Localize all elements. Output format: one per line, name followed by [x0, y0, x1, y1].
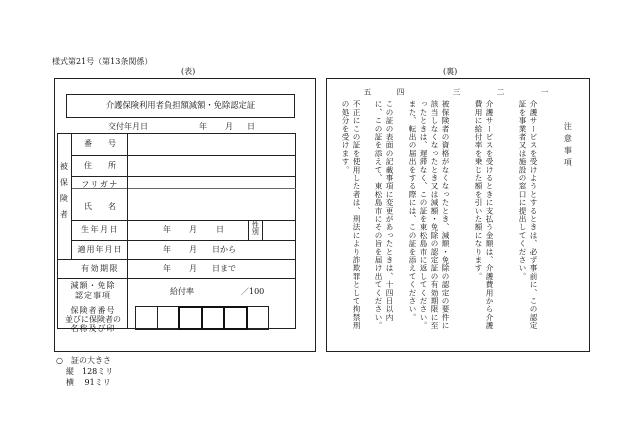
label-birth-date: 生年月日	[81, 225, 119, 234]
valid-year-unit: 年	[163, 264, 171, 273]
insured-label: 被保険者	[59, 162, 69, 226]
sex-label: 性別	[251, 221, 260, 235]
form-number: 様式第21号（第13条関係）	[52, 57, 153, 66]
certificate-title: 介護保険利用者負担額減額・免除認定証	[105, 100, 256, 110]
issue-year-unit: 年	[199, 122, 207, 131]
reduction-label-line1: 減額・免除	[70, 281, 116, 290]
insurer-digit-box	[203, 306, 226, 330]
insurer-digit-box	[135, 306, 157, 330]
issue-day-unit: 日	[247, 122, 255, 131]
note-3-number: 三	[452, 88, 461, 97]
note-4-text: この証の表面の記載事項に変更があったときは、十四日以内に、この証を添えて、東松島市にその旨を届け出てください。	[374, 100, 394, 330]
apply-month-unit: 月	[189, 245, 197, 254]
insurer-label-line2: 並びに保険者の	[65, 315, 121, 324]
front-label: (表)	[181, 67, 196, 76]
issue-month-unit: 月	[225, 122, 233, 131]
birth-year-unit: 年	[163, 225, 171, 234]
issue-date-label: 交付年月日	[108, 122, 148, 131]
notes-title: 注意事項	[563, 122, 573, 170]
insurer-label-line3: 名称及び印	[70, 324, 116, 333]
apply-year-unit: 年	[163, 245, 171, 254]
reduction-label-line2: 認定事項	[75, 291, 111, 300]
birth-month-unit: 月	[189, 225, 197, 234]
size-heading: ○ 証の大きさ	[56, 356, 111, 365]
apply-from-suffix: 日から	[212, 245, 236, 254]
payment-rate-suffix: ／100	[241, 287, 265, 296]
insurer-digit-box	[157, 306, 179, 330]
back-label: (裏)	[443, 67, 458, 76]
note-2-number: 二	[496, 88, 505, 97]
label-number: 番 号	[84, 139, 116, 148]
label-address: 住 所	[84, 161, 116, 170]
size-width: 横 91ミリ	[66, 378, 111, 387]
label-apply-date: 適用年月日	[77, 245, 123, 254]
note-5-text: 不正にこの証を使用した者は、刑法により詐欺罪として拘禁刑の処分を受けます。	[341, 100, 361, 330]
note-3-text: 被保険者の資格がなくなったとき、減額・免除の認定の要件に該当しなくなったとき又は減額・免除の認定証の有効期限に至ったときは、遅滞なく、この証を東松島市に返してください。また、転出の届出をする際には、この証を添えてください。	[408, 100, 450, 330]
note-1-text: 介護サービスを受けようとするときは、必ず事前に、この認定証を事業者又は施設の窓口に提出してください。	[518, 100, 538, 330]
valid-until-suffix: 日まで	[212, 264, 236, 273]
payment-rate-label: 給付率	[170, 287, 194, 296]
note-2-text: 介護サービスを受けるときに支払う金額は、介護費用から介護費用に給付率を乗じた額を引いた額になります。	[474, 100, 494, 330]
insurer-label-line1: 保険者番号	[70, 306, 116, 315]
valid-month-unit: 月	[189, 264, 197, 273]
note-5-number: 五	[363, 88, 372, 97]
size-height: 縦 128ミリ	[66, 367, 114, 376]
label-furigana: フリガナ	[81, 180, 119, 189]
insurer-digit-box	[248, 306, 270, 330]
insurer-digit-box	[225, 306, 248, 330]
label-name: 氏 名	[84, 202, 116, 211]
insurer-digit-box	[178, 306, 203, 330]
birth-day-unit: 日	[216, 225, 224, 234]
note-4-number: 四	[396, 88, 405, 97]
label-valid-until: 有効期限	[81, 264, 119, 273]
insurer-number-boxes	[135, 306, 269, 330]
note-1-number: 一	[540, 88, 549, 97]
